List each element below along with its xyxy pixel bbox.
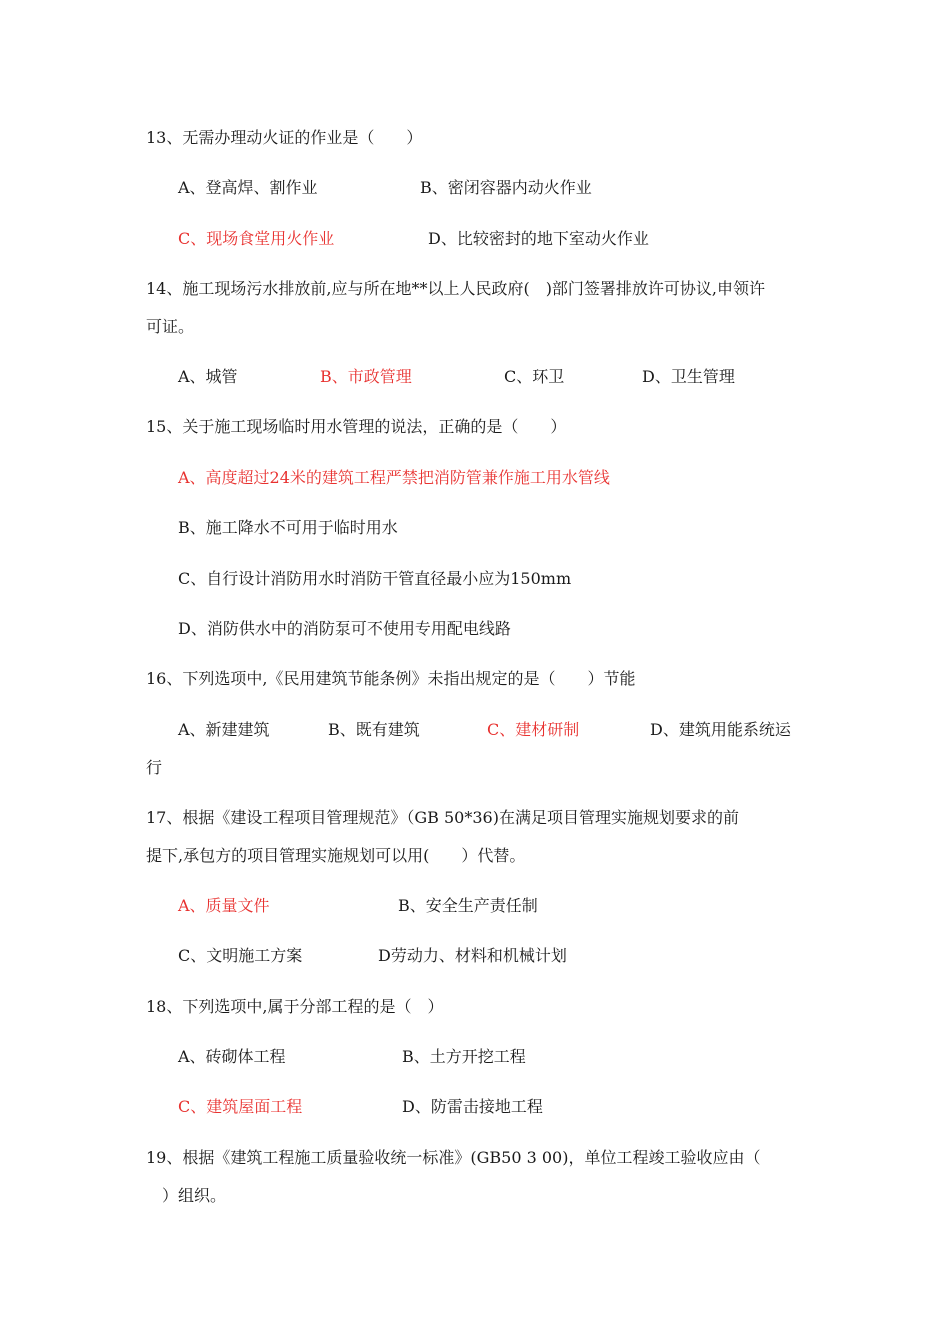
question-17-stem-line1: 17、根据《建设工程项目管理规范》（GB 50*36)在满足项目管理实施规划要求的前 (146, 808, 739, 827)
option-17-c: C、文明施工方案 (178, 946, 303, 965)
option-16-c-answer: C、建材研制 (487, 720, 580, 739)
option-18-d: D、防雷击接地工程 (402, 1097, 543, 1116)
option-16-a: A、新建建筑 (178, 720, 270, 739)
option-16-d-continuation: 行 (146, 758, 163, 777)
question-14-stem-line2: 可证。 (146, 317, 195, 336)
option-15-c: C、自行设计消防用水时消防干管直径最小应为150mm (178, 569, 572, 588)
option-16-d: D、建筑用能系统运 (650, 720, 791, 739)
option-13-d: D、比较密封的地下室动火作业 (428, 229, 649, 248)
question-13-stem: 13、无需办理动火证的作业是（ ） (146, 128, 423, 147)
option-14-a: A、城管 (178, 367, 238, 386)
option-16-b: B、既有建筑 (328, 720, 420, 739)
option-18-c-answer: C、建筑屋面工程 (178, 1097, 303, 1116)
option-15-b: B、施工降水不可用于临时用水 (178, 518, 398, 537)
option-17-b: B、安全生产责任制 (398, 896, 538, 915)
option-18-a: A、砖砌体工程 (178, 1047, 286, 1066)
question-14-stem-line1: 14、施工现场污水排放前,应与所在地**以上人民政府( )部门签署排放许可协议,申领许 (146, 279, 766, 298)
option-14-d: D、卫生管理 (642, 367, 735, 386)
question-17-stem-line2: 提下,承包方的项目管理实施规划可以用( ）代替。 (146, 846, 526, 865)
question-15-stem: 15、关于施工现场临时用水管理的说法，正确的是（ ） (146, 417, 567, 436)
option-17-d: D劳动力、材料和机械计划 (378, 946, 567, 965)
option-15-d: D、消防供水中的消防泵可不使用专用配电线路 (178, 619, 511, 638)
option-15-a-answer: A、高度超过24米的建筑工程严禁把消防管兼作施工用水管线 (178, 468, 610, 487)
option-13-a: A、登高焊、割作业 (178, 178, 318, 197)
option-14-c: C、环卫 (504, 367, 565, 386)
option-18-b: B、土方开挖工程 (402, 1047, 526, 1066)
option-17-a-answer: A、质量文件 (178, 896, 270, 915)
question-18-stem: 18、下列选项中,属于分部工程的是（ ） (146, 997, 444, 1016)
option-13-b: B、密闭容器内动火作业 (420, 178, 592, 197)
question-19-stem-line2: ）组织。 (146, 1186, 227, 1205)
option-13-c-answer: C、现场食堂用火作业 (178, 229, 335, 248)
question-16-stem: 16、下列选项中,《民用建筑节能条例》未指出规定的是（ ）节能 (146, 669, 636, 688)
question-19-stem-line1: 19、根据《建筑工程施工质量验收统一标准》(GB50 3 00)，单位工程竣工验收应由（ (146, 1148, 761, 1167)
option-14-b-answer: B、市政管理 (320, 367, 412, 386)
